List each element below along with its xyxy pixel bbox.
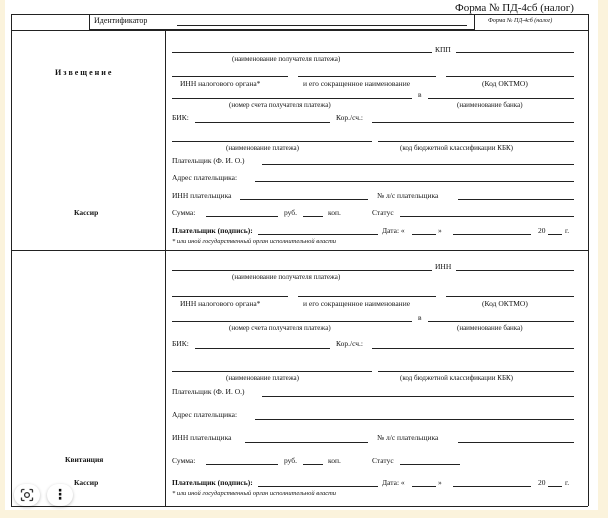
address-label: Адрес плательщика: bbox=[172, 173, 238, 182]
inn-label-2: ИНН bbox=[435, 262, 452, 271]
recipient-caption: (наименование получателя платежа) bbox=[232, 55, 341, 63]
v-label-2: в bbox=[418, 313, 422, 322]
inn-payer-field[interactable] bbox=[240, 199, 368, 200]
bank-caption: (наименование банка) bbox=[457, 101, 523, 109]
payer-label: Плательщик (Ф. И. О.) bbox=[172, 156, 245, 165]
kop-field-2[interactable] bbox=[303, 464, 323, 465]
inn-tax-field[interactable] bbox=[172, 76, 288, 77]
year-suffix-2: г. bbox=[565, 478, 570, 487]
identifier-field[interactable] bbox=[177, 25, 467, 26]
frame-right bbox=[588, 14, 589, 506]
lens-button[interactable] bbox=[14, 484, 40, 506]
date-quote: » bbox=[438, 226, 442, 235]
date-month-field-2[interactable] bbox=[453, 486, 531, 487]
inn-field-2[interactable] bbox=[456, 270, 574, 271]
short-name-caption: и его сокращенное наименование bbox=[303, 79, 411, 88]
ls-label: № л/с плательщика bbox=[377, 191, 439, 200]
v-label: в bbox=[418, 90, 422, 99]
short-name-field[interactable] bbox=[298, 76, 436, 77]
payer-field-2[interactable] bbox=[262, 396, 574, 397]
inn-payer-field-2[interactable] bbox=[245, 442, 368, 443]
address-field[interactable] bbox=[255, 181, 574, 182]
footnote-2: * или иной государственный орган исполнительной власти bbox=[172, 490, 337, 497]
payment-name-field[interactable] bbox=[172, 141, 372, 142]
header-bottom-line bbox=[165, 30, 588, 31]
kbk-caption-2: (код бюджетной классификации КБК) bbox=[400, 374, 513, 382]
account-field[interactable] bbox=[172, 98, 412, 99]
address-field-2[interactable] bbox=[255, 419, 574, 420]
section-divider bbox=[11, 250, 588, 251]
frame-left bbox=[11, 14, 12, 506]
date-day-field-2[interactable] bbox=[412, 486, 436, 487]
date-label: Дата: « bbox=[382, 226, 405, 235]
payment-name-field-2[interactable] bbox=[172, 371, 372, 372]
korr-label: Кор./сч.: bbox=[336, 113, 363, 122]
recipient-caption-2: (наименование получателя платежа) bbox=[232, 273, 341, 281]
status-field-2[interactable] bbox=[400, 464, 460, 465]
form-title-small: Форма № ПД-4сб (налог) bbox=[488, 18, 553, 24]
cashier-label-bottom: Кассир bbox=[74, 478, 99, 487]
kbk-field[interactable] bbox=[378, 141, 574, 142]
date-day-field[interactable] bbox=[412, 234, 436, 235]
bank-field[interactable] bbox=[428, 98, 574, 99]
date-month-field[interactable] bbox=[453, 234, 531, 235]
lens-icon bbox=[20, 488, 34, 502]
korr-label-2: Кор./сч.: bbox=[336, 339, 363, 348]
payment-caption-2: (наименование платежа) bbox=[226, 374, 299, 382]
korr-field-2[interactable] bbox=[372, 348, 574, 349]
identifier-label: Идентификатор bbox=[94, 16, 148, 25]
receipt-label: Квитанция bbox=[65, 455, 104, 464]
oktmo-field[interactable] bbox=[446, 76, 574, 77]
notice-label: Извещение bbox=[55, 68, 114, 77]
account-caption: (номер счета получателя платежа) bbox=[229, 101, 331, 109]
rub-field[interactable] bbox=[206, 216, 278, 217]
date-quote-2: » bbox=[438, 478, 442, 487]
kpp-label: КПП bbox=[435, 45, 451, 54]
sum-label: Сумма: bbox=[172, 208, 196, 217]
kop-label: коп. bbox=[328, 208, 341, 217]
status-label-2: Статус bbox=[372, 456, 394, 465]
more-options-button[interactable] bbox=[47, 484, 73, 506]
payer-label-2: Плательщик (Ф. И. О.) bbox=[172, 387, 245, 396]
bik-label-2: БИК: bbox=[172, 339, 189, 348]
bank-caption-2: (наименование банка) bbox=[457, 324, 523, 332]
inn-tax-caption-2: ИНН налогового органа* bbox=[180, 299, 261, 308]
payer-field[interactable] bbox=[262, 164, 574, 165]
kbk-field-2[interactable] bbox=[378, 371, 574, 372]
account-field-2[interactable] bbox=[172, 321, 412, 322]
identifier-bottom-line bbox=[11, 30, 165, 31]
status-field[interactable] bbox=[400, 216, 574, 217]
inn-payer-label: ИНН плательщика bbox=[172, 191, 232, 200]
payment-caption: (наименование платежа) bbox=[226, 144, 299, 152]
short-name-field-2[interactable] bbox=[298, 296, 436, 297]
account-caption-2: (номер счета получателя платежа) bbox=[229, 324, 331, 332]
inn-tax-caption: ИНН налогового органа* bbox=[180, 79, 261, 88]
bik-field[interactable] bbox=[195, 122, 330, 123]
signature-field-2[interactable] bbox=[258, 486, 378, 487]
year-field[interactable] bbox=[548, 234, 562, 235]
kop-field[interactable] bbox=[303, 216, 323, 217]
oktmo-caption-2: (Код ОКТМО) bbox=[482, 299, 528, 308]
signature-label-2: Плательщик (подпись): bbox=[172, 478, 253, 487]
year-field-2[interactable] bbox=[548, 486, 562, 487]
short-name-caption-2: и его сокращенное наименование bbox=[303, 299, 411, 308]
cashier-label-top: Кассир bbox=[74, 208, 99, 217]
frame-bottom bbox=[11, 506, 588, 507]
kbk-caption: (код бюджетной классификации КБК) bbox=[400, 144, 513, 152]
bik-field-2[interactable] bbox=[195, 348, 330, 349]
status-label: Статус bbox=[372, 208, 394, 217]
column-divider bbox=[165, 30, 166, 506]
kop-label-2: коп. bbox=[328, 456, 341, 465]
year-suffix: г. bbox=[565, 226, 570, 235]
rub-label-2: руб. bbox=[284, 456, 297, 465]
oktmo-field-2[interactable] bbox=[446, 296, 574, 297]
ls-field-2[interactable] bbox=[458, 442, 574, 443]
date-label-2: Дата: « bbox=[382, 478, 405, 487]
kpp-field[interactable] bbox=[456, 52, 574, 53]
korr-field[interactable] bbox=[372, 122, 574, 123]
recipient-name-field[interactable] bbox=[172, 52, 432, 53]
rub-label: руб. bbox=[284, 208, 297, 217]
address-label-2: Адрес плательщика: bbox=[172, 410, 238, 419]
year-prefix-2: 20 bbox=[538, 478, 546, 487]
year-prefix: 20 bbox=[538, 226, 546, 235]
bik-label: БИК: bbox=[172, 113, 189, 122]
recipient-name-field-2[interactable] bbox=[172, 270, 432, 271]
inn-tax-field-2[interactable] bbox=[172, 296, 288, 297]
bank-field-2[interactable] bbox=[428, 321, 574, 322]
signature-label: Плательщик (подпись): bbox=[172, 226, 253, 235]
ls-label-2: № л/с плательщика bbox=[377, 433, 439, 442]
sum-label-2: Сумма: bbox=[172, 456, 196, 465]
oktmo-caption: (Код ОКТМО) bbox=[482, 79, 528, 88]
footnote: * или иной государственный орган исполнительной власти bbox=[172, 238, 337, 245]
rub-field-2[interactable] bbox=[206, 464, 278, 465]
signature-field[interactable] bbox=[258, 234, 378, 235]
form-title: Форма № ПД-4сб (налог) bbox=[455, 2, 574, 14]
inn-payer-label-2: ИНН плательщика bbox=[172, 433, 232, 442]
more-vert-icon: ⋮ bbox=[53, 487, 67, 503]
ls-field[interactable] bbox=[458, 199, 574, 200]
